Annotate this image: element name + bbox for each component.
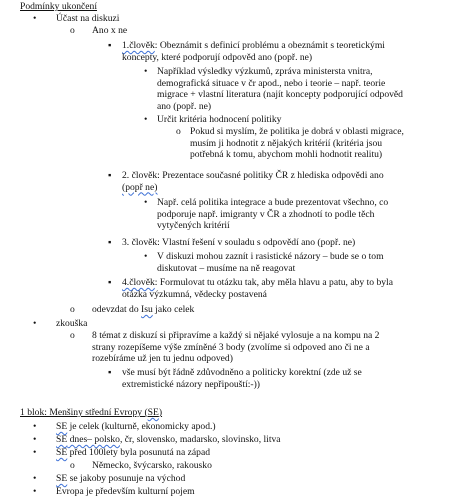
list-item-text: V diskuzi mohou zaznít i rasistické názory – bude se o tom diskutovat – musíme na ně reagovat <box>157 251 384 274</box>
list-item-text: Např. celá politika integrace a bude prezentovat všechno, co podporuje např. imigranty v ČR a zhodnotí to podle těch vytyčených kritérií <box>157 197 389 231</box>
list-item-text: 3. člověk: Vlastní řešení v souladu s odpovědí ano (popř. ne) <box>122 237 356 248</box>
bullet-icon: • <box>33 473 37 484</box>
circle-bullet-icon: o <box>70 25 75 36</box>
circle-bullet-icon: o <box>70 304 75 315</box>
list-item-text: odevzdat do Isu jako celek <box>92 304 195 315</box>
list-item-text: 2. člověk: Prezentace současné politiky ČR z hlediska odpovědi ano (popř ne) <box>122 170 384 193</box>
bullet-icon: • <box>33 434 37 445</box>
section-title-text: Podmínky ukončení <box>20 1 98 12</box>
bullet-icon: • <box>144 197 148 208</box>
list-item-text: Například výsledky výzkumů, zpráva ministersta vnitra, demografická situace v čr apod., nebo i teorie – např. teorie migrace + vlastní literatura (najít koncepty podporující odpověd ano (popř. ne) <box>157 66 403 112</box>
bullet-icon: • <box>144 66 148 77</box>
square-bullet-icon: ▪ <box>108 277 112 288</box>
bullet-icon: • <box>33 318 37 329</box>
list-item-text: 1.člověk: Obeznámit s definicí problému a obeznámit s teoretickými koncepty, které podporují odpověd ano (popř. ne) <box>122 40 385 63</box>
list-item-text: SE před 100lety byla posunutá na západ <box>56 447 210 458</box>
bullet-icon: • <box>144 251 148 262</box>
list-item-text: Pokud si myslím, že politika je dobrá v oblasti migrace, musím ji hodnotit z nějakých kritérií (kritéria jsou potřebná k tomu, abychom mohli hodnotit realitu) <box>190 126 404 160</box>
square-bullet-icon: ▪ <box>108 367 112 378</box>
bullet-icon: • <box>33 421 37 432</box>
list-item-text: Účast na diskuzi <box>56 13 120 24</box>
section-title-text: 1 blok: Menšiny střední Evropy (SE) <box>20 407 163 418</box>
section-title-conditions <box>20 1 461 13</box>
list-item-text: SE se jakoby posunuje na východ <box>56 473 186 484</box>
list-item-text: SE dnes– polsko, čr, slovensko, madarsko, slovinsko, litva <box>56 434 281 445</box>
list-item-text: zkouška <box>56 318 88 329</box>
list-item-text: Ano x ne <box>92 25 128 36</box>
bullet-icon: • <box>33 447 37 458</box>
bullet-icon: • <box>33 486 37 497</box>
list-item-text: Určit kritéria hodnocení politiky <box>157 114 282 125</box>
circle-bullet-icon: o <box>70 330 75 341</box>
list-item-text: vše musí být řádně zdůvodněno a politicky korektní (zde už se extremistické názory nepřipouští:-)) <box>122 367 362 390</box>
circle-bullet-icon: o <box>176 126 181 137</box>
circle-bullet-icon: o <box>70 460 75 471</box>
list-item-text: Evropa je především kulturní pojem <box>56 486 195 497</box>
square-bullet-icon: ▪ <box>108 237 112 248</box>
list-item-text: 4.člověk: Formulovat tu otázku tak, aby měla hlavu a patu, aby to byla otázka výzkumná, vědecky postavená <box>122 277 393 300</box>
list-item-text: 8 témat z diskuzí si připravíme a každý si nějaké vylosuje a na kompu na 2 strany rozepíšeme výše zmíněné 3 body (zvolíme si odpoved ano či ne a rozebíráme už jen tu jednu odpoved) <box>92 330 380 364</box>
square-bullet-icon: ▪ <box>108 40 112 51</box>
list-item-text: SE je celek (kulturně, ekonomicky apod.) <box>56 421 216 432</box>
square-bullet-icon: ▪ <box>108 170 112 181</box>
list-item-text: Německo, švýcarsko, rakousko <box>92 460 212 471</box>
bullet-icon: • <box>144 114 148 125</box>
bullet-icon: • <box>33 13 37 24</box>
section-title-block1 <box>20 407 461 419</box>
